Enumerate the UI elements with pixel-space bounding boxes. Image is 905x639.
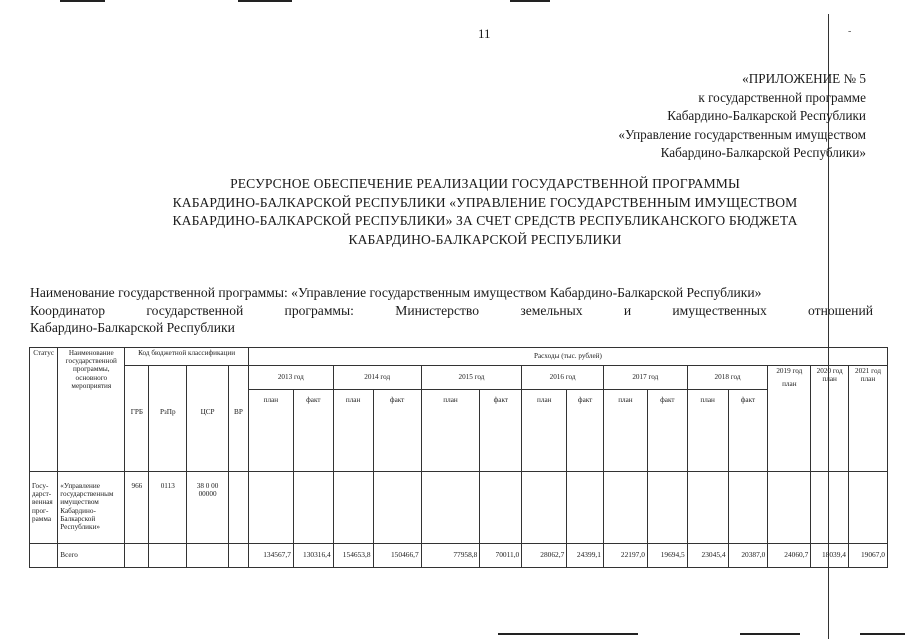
program-grb: 966 xyxy=(125,472,149,544)
empty-cell xyxy=(333,472,373,544)
header-expenses: Расходы (тыс. рублей) xyxy=(248,348,887,366)
empty-cell xyxy=(125,544,149,568)
header-year-2017: 2017 год xyxy=(603,366,687,390)
page-number: 11 xyxy=(478,26,491,41)
header-grb: ГРБ xyxy=(125,366,149,472)
document-title xyxy=(110,175,860,249)
program-info xyxy=(30,284,873,337)
header-kbk: Код бюджетной классификации xyxy=(125,348,249,366)
total-2015-plan: 77958,8 xyxy=(421,544,480,568)
empty-cell xyxy=(229,544,249,568)
empty-cell xyxy=(849,472,888,544)
header-year-2016: 2016 год xyxy=(522,366,604,390)
empty-cell xyxy=(811,472,849,544)
empty-cell xyxy=(421,472,480,544)
empty-cell xyxy=(293,472,333,544)
total-2019-plan: 24060,7 xyxy=(768,544,811,568)
total-2014-plan: 154653,8 xyxy=(333,544,373,568)
header-fact-2018: факт xyxy=(728,390,768,472)
table-row-total xyxy=(30,544,888,568)
scan-artifact xyxy=(498,633,638,635)
empty-cell xyxy=(30,544,58,568)
appendix-line: Кабардино-Балкарской Республики» xyxy=(660,145,866,161)
empty-cell xyxy=(603,472,647,544)
title-line: КАБАРДИНО-БАЛКАРСКОЙ РЕСПУБЛИКИ» ЗА СЧЕТ СРЕДСТВ РЕСПУБЛИКАНСКОГО БЮДЖЕТА xyxy=(172,213,798,229)
appendix-line: «Управление государственным имуществом xyxy=(618,126,866,142)
empty-cell xyxy=(687,472,728,544)
empty-cell xyxy=(149,544,187,568)
empty-cell xyxy=(728,472,768,544)
header-fact-2014: факт xyxy=(373,390,421,472)
header-year-2020 xyxy=(811,366,849,472)
empty-cell xyxy=(647,472,687,544)
header-rzpr: РзПр xyxy=(149,366,187,472)
empty-cell xyxy=(187,544,229,568)
appendix-line: к государственной программе xyxy=(698,89,866,105)
empty-cell xyxy=(373,472,421,544)
empty-cell xyxy=(567,472,604,544)
coordinator-line: Координатор государственной программы: Министерство земельных и имущественных отношений xyxy=(30,302,873,318)
plan-label: план xyxy=(782,380,797,389)
empty-cell xyxy=(768,472,811,544)
scan-mark: - xyxy=(848,26,852,37)
scan-artifact xyxy=(60,0,105,2)
total-2013-plan: 134567,7 xyxy=(248,544,293,568)
year-label: 2020 год xyxy=(816,367,843,375)
total-2021-plan: 19067,0 xyxy=(849,544,888,568)
scan-artifact xyxy=(860,633,905,635)
empty-cell xyxy=(480,472,522,544)
appendix-header xyxy=(618,70,866,163)
table-row-program xyxy=(30,472,888,544)
scan-artifact xyxy=(238,0,292,2)
total-2013-fact: 130316,4 xyxy=(293,544,333,568)
total-2015-fact: 70011,0 xyxy=(480,544,522,568)
header-year-2021 xyxy=(849,366,888,472)
header-fact-2015: факт xyxy=(480,390,522,472)
header-year-2014: 2014 год xyxy=(333,366,421,390)
total-label: Всего xyxy=(58,544,125,568)
appendix-line: «ПРИЛОЖЕНИЕ № 5 xyxy=(742,71,866,86)
header-name: Наименование государственной программы, основного мероприятия xyxy=(58,348,125,472)
total-2017-plan: 22197,0 xyxy=(603,544,647,568)
header-fact-2016: факт xyxy=(567,390,604,472)
program-name-cell: «Управление государственным имуществом Кабардино-Балкарской Республики» xyxy=(58,472,125,544)
total-2020-plan: 18039,4 xyxy=(811,544,849,568)
header-status: Статус xyxy=(30,348,58,472)
scan-artifact xyxy=(510,0,550,2)
program-rzpr: 0113 xyxy=(149,472,187,544)
title-line: РЕСУРСНОЕ ОБЕСПЕЧЕНИЕ РЕАЛИЗАЦИИ ГОСУДАРСТВЕННОЙ ПРОГРАММЫ xyxy=(230,176,740,191)
header-csr: ЦСР xyxy=(187,366,229,472)
plan-label: план xyxy=(822,375,837,384)
header-year-2019 xyxy=(768,366,811,472)
header-year-2018: 2018 год xyxy=(687,366,768,390)
empty-cell xyxy=(248,472,293,544)
total-2018-plan: 23045,4 xyxy=(687,544,728,568)
total-2014-fact: 150466,7 xyxy=(373,544,421,568)
header-fact-2017: факт xyxy=(647,390,687,472)
scan-artifact xyxy=(740,633,800,635)
year-label: 2021 год xyxy=(855,367,881,375)
header-year-2015: 2015 год xyxy=(421,366,522,390)
coordinator-line-continued: Кабардино-Балкарской Республики xyxy=(30,320,235,336)
header-year-2013: 2013 год xyxy=(248,366,333,390)
header-plan-2014: план xyxy=(333,390,373,472)
header-vr: ВР xyxy=(229,366,249,472)
program-name: Наименование государственной программы: «Управление государственным имуществом Кабардино-Балкарской Республики» xyxy=(30,285,762,300)
header-fact-2013: факт xyxy=(293,390,333,472)
program-vr xyxy=(229,472,249,544)
appendix-line: Кабардино-Балкарской Республики xyxy=(667,108,866,124)
header-plan-2016: план xyxy=(522,390,567,472)
title-line: КАБАРДИНО-БАЛКАРСКОЙ РЕСПУБЛИКИ xyxy=(348,231,622,247)
program-status: Госу-дарст-венная прог-рамма xyxy=(30,472,58,544)
total-2017-fact: 19694,5 xyxy=(647,544,687,568)
resources-table xyxy=(29,347,888,568)
title-line: КАБАРДИНО-БАЛКАРСКОЙ РЕСПУБЛИКИ «УПРАВЛЕНИЕ ГОСУДАРСТВЕННЫМ ИМУЩЕСТВОМ xyxy=(172,194,798,210)
header-plan-2017: план xyxy=(603,390,647,472)
plan-label: план xyxy=(860,375,876,384)
program-csr: 38 0 00 00000 xyxy=(187,472,229,544)
year-label: 2019 год xyxy=(776,367,803,375)
empty-cell xyxy=(522,472,567,544)
total-2016-plan: 28062,7 xyxy=(522,544,567,568)
total-2018-fact: 20387,0 xyxy=(728,544,768,568)
total-2016-fact: 24399,1 xyxy=(567,544,604,568)
header-plan-2018: план xyxy=(687,390,728,472)
header-plan-2013: план xyxy=(248,390,293,472)
header-plan-2015: план xyxy=(421,390,480,472)
